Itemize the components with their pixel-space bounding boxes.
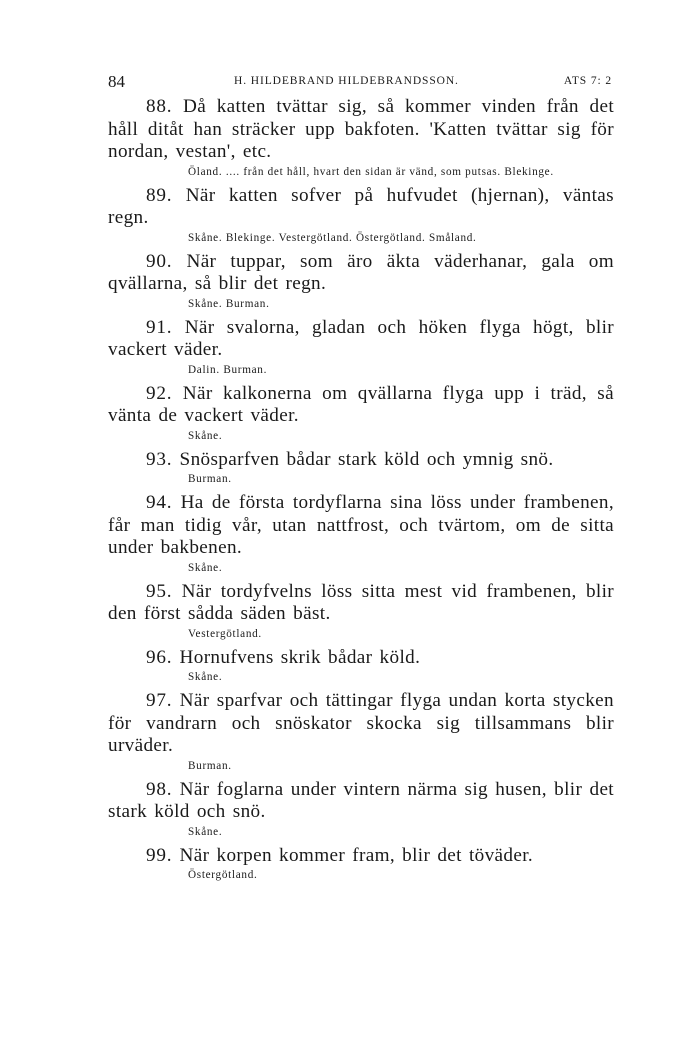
entry-source: Vestergötland. — [188, 627, 262, 640]
entry-number: 90. — [146, 250, 173, 272]
entry-90 — [108, 251, 614, 311]
entry-number: 91. — [146, 316, 173, 338]
entry-source: Skåne. — [188, 561, 223, 574]
entry-body: När sparfvar och tättingar flyga undan korta stycken för vandrarn och snöskator skocka sig tillsammans blir urväder. — [108, 690, 614, 756]
entry-text — [108, 690, 614, 758]
entry-95 — [108, 581, 614, 641]
entry-body: När svalorna, gladan och höken flyga högt, blir vackert väder. — [108, 316, 614, 360]
entry-number: 98. — [146, 778, 173, 800]
entry-source: Östergötland. — [188, 869, 258, 881]
entry-97 — [108, 690, 614, 773]
entry-body: När katten sofver på hufvudet (hjernan), väntas regn. — [108, 184, 614, 228]
entry-body: Snösparfven bådar stark köld och ymnig snö. — [179, 448, 554, 470]
entry-text — [108, 779, 614, 824]
entry-number: 89. — [146, 184, 173, 206]
series-label: ATS 7: 2 — [563, 75, 612, 87]
entry-text — [108, 317, 614, 362]
entry-text — [108, 185, 614, 230]
entry-89 — [108, 185, 614, 245]
entry-text — [108, 449, 614, 472]
entry-source: Skåne. — [188, 825, 223, 838]
entry-91 — [108, 317, 614, 377]
entry-88 — [108, 96, 614, 179]
entry-source: Skåne. Blekinge. Vestergötland. Östergötland. Småland. — [188, 231, 477, 244]
entry-number: 95. — [146, 580, 173, 602]
entry-text — [108, 251, 614, 296]
entry-99 — [108, 845, 614, 883]
entry-number: 93. — [146, 448, 173, 470]
entry-list — [108, 96, 614, 888]
entry-number: 99. — [146, 844, 173, 866]
entry-body: När foglarna under vintern närma sig husen, blir det stark köld och snö. — [108, 778, 614, 822]
page-number: 84 — [108, 72, 125, 91]
entry-number: 96. — [146, 646, 173, 668]
entry-source: Dalin. Burman. — [188, 363, 268, 376]
entry-92 — [108, 383, 614, 443]
entry-body: När kalkonerna om qvällarna flyga upp i träd, så vänta de vackert väder. — [108, 382, 614, 426]
entry-source: Öland. .... från det håll, hvart den sidan är vänd, som putsas. Blekinge. — [188, 165, 554, 178]
entry-text — [108, 581, 614, 626]
entry-body: När korpen kommer fram, blir det töväder. — [179, 844, 534, 866]
entry-text — [108, 845, 614, 868]
entry-source: Skåne. Burman. — [188, 297, 270, 310]
entry-96 — [108, 647, 614, 685]
entry-number: 94. — [146, 492, 173, 513]
entry-text — [108, 96, 614, 164]
page-header — [108, 72, 612, 94]
entry-94 — [108, 492, 614, 575]
entry-source: Burman. — [188, 473, 232, 485]
entry-text — [108, 492, 614, 560]
entry-body: Hornufvens skrik bådar köld. — [179, 646, 421, 668]
running-title: H. HILDEBRAND HILDEBRANDSSON. — [234, 75, 459, 87]
entry-body: Då katten tvättar sig, så kommer vinden från det håll ditåt han sträcker upp bakfoten. 'Katten tvättar sig för nordan, vestan', etc. — [108, 96, 614, 162]
entry-text — [108, 383, 614, 428]
entry-number: 92. — [146, 382, 173, 404]
entry-text — [108, 647, 614, 670]
entry-source: Skåne. — [188, 671, 223, 683]
entry-source: Skåne. — [188, 429, 223, 442]
entry-98 — [108, 779, 614, 839]
entry-93 — [108, 449, 614, 487]
entry-body: När tuppar, som äro äkta väderhanar, gala om qvällarna, så blir det regn. — [108, 250, 614, 294]
entry-source: Burman. — [188, 759, 232, 772]
entry-body: När tordyfvelns löss sitta mest vid frambenen, blir den först sådda säden bäst. — [108, 580, 614, 624]
entry-body: Ha de första tordyflarna sina löss under frambenen, får man tidig vår, utan nattfrost, och tvärtom, om de sitta under bakbenen. — [108, 492, 615, 558]
entry-number: 88. — [146, 96, 173, 117]
entry-number: 97. — [146, 690, 173, 711]
